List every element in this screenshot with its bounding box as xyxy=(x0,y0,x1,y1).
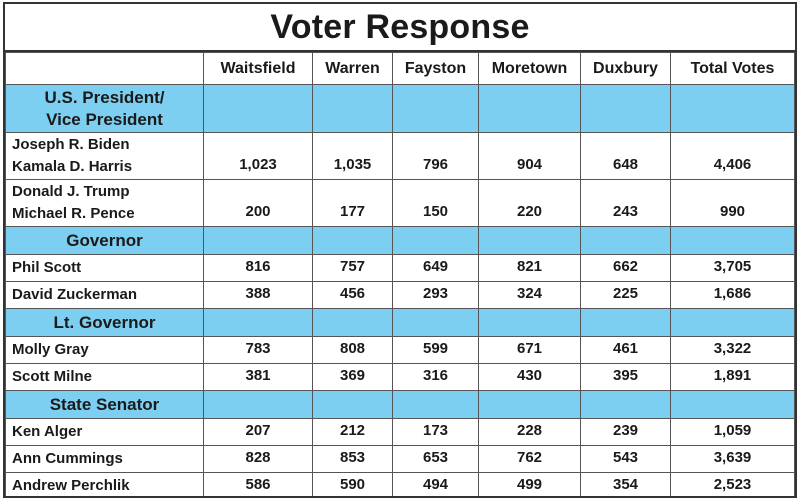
vote-count-cell: 662 xyxy=(581,255,671,282)
table-row xyxy=(6,473,795,499)
vote-count-cell: 586 xyxy=(204,473,313,499)
vote-count-cell: 828 xyxy=(204,446,313,473)
column-header-row xyxy=(6,53,795,85)
vote-count-cell: 808 xyxy=(313,337,393,364)
vote-count-cell: 671 xyxy=(479,337,581,364)
section-empty-cell xyxy=(671,227,795,255)
section-title xyxy=(6,85,204,133)
candidate-name-line: Michael R. Pence xyxy=(12,205,135,222)
vote-count-cell: 1,023 xyxy=(204,133,313,180)
vote-count-cell: 212 xyxy=(313,419,393,446)
section-title xyxy=(6,227,204,255)
candidate-name-line: David Zuckerman xyxy=(12,286,138,303)
section-empty-cell xyxy=(479,227,581,255)
vote-count-cell: 821 xyxy=(479,255,581,282)
vote-count-cell: 599 xyxy=(393,337,479,364)
vote-count-cell: 354 xyxy=(581,473,671,499)
header-waitsfield: Waitsfield xyxy=(204,53,313,85)
section-empty-cell xyxy=(393,85,479,133)
section-empty-cell xyxy=(671,85,795,133)
table-title: Voter Response xyxy=(5,4,795,52)
vote-count-cell: 649 xyxy=(393,255,479,282)
vote-count-cell: 316 xyxy=(393,364,479,391)
section-empty-cell xyxy=(671,309,795,337)
total-votes-cell: 4,406 xyxy=(671,133,795,180)
vote-count-cell: 177 xyxy=(313,180,393,227)
section-title-line: Vice President xyxy=(46,109,163,129)
section-row xyxy=(6,227,795,255)
section-title-line: Governor xyxy=(66,230,143,250)
candidate-name xyxy=(6,364,204,391)
section-empty-cell xyxy=(581,227,671,255)
vote-count-cell: 150 xyxy=(393,180,479,227)
section-row xyxy=(6,391,795,419)
table-row xyxy=(6,419,795,446)
vote-count-cell: 369 xyxy=(313,364,393,391)
section-empty-cell xyxy=(479,391,581,419)
candidate-name-line: Ken Alger xyxy=(12,423,83,440)
vote-count-cell: 796 xyxy=(393,133,479,180)
candidate-name xyxy=(6,133,204,180)
vote-count-cell: 207 xyxy=(204,419,313,446)
header-fayston: Fayston xyxy=(393,53,479,85)
table-row xyxy=(6,255,795,282)
table-row xyxy=(6,133,795,180)
header-warren: Warren xyxy=(313,53,393,85)
total-votes-cell: 2,523 xyxy=(671,473,795,499)
vote-count-cell: 461 xyxy=(581,337,671,364)
section-empty-cell xyxy=(393,391,479,419)
section-empty-cell xyxy=(581,309,671,337)
candidate-name-line: Phil Scott xyxy=(12,259,82,276)
section-empty-cell xyxy=(204,391,313,419)
vote-count-cell: 762 xyxy=(479,446,581,473)
section-empty-cell xyxy=(393,227,479,255)
candidate-name xyxy=(6,446,204,473)
table-body xyxy=(6,85,795,499)
total-votes-cell: 3,639 xyxy=(671,446,795,473)
vote-count-cell: 653 xyxy=(393,446,479,473)
voter-response-table-card xyxy=(3,2,797,498)
table-row xyxy=(6,180,795,227)
section-empty-cell xyxy=(479,309,581,337)
total-votes-cell: 3,705 xyxy=(671,255,795,282)
vote-count-cell: 239 xyxy=(581,419,671,446)
section-empty-cell xyxy=(204,227,313,255)
vote-count-cell: 324 xyxy=(479,282,581,309)
section-row xyxy=(6,85,795,133)
section-empty-cell xyxy=(204,85,313,133)
candidate-name xyxy=(6,473,204,499)
vote-count-cell: 499 xyxy=(479,473,581,499)
vote-count-cell: 494 xyxy=(393,473,479,499)
header-total-votes: Total Votes xyxy=(671,53,795,85)
section-row xyxy=(6,309,795,337)
results-table xyxy=(5,52,795,498)
candidate-name-line: Joseph R. Biden xyxy=(12,136,130,153)
vote-count-cell: 783 xyxy=(204,337,313,364)
total-votes-cell: 1,891 xyxy=(671,364,795,391)
vote-count-cell: 853 xyxy=(313,446,393,473)
candidate-name-line: Molly Gray xyxy=(12,341,89,358)
total-votes-cell: 3,322 xyxy=(671,337,795,364)
total-votes-cell: 990 xyxy=(671,180,795,227)
section-empty-cell xyxy=(313,227,393,255)
header-moretown: Moretown xyxy=(479,53,581,85)
table-row xyxy=(6,282,795,309)
vote-count-cell: 395 xyxy=(581,364,671,391)
vote-count-cell: 293 xyxy=(393,282,479,309)
vote-count-cell: 590 xyxy=(313,473,393,499)
table-row xyxy=(6,446,795,473)
vote-count-cell: 543 xyxy=(581,446,671,473)
vote-count-cell: 430 xyxy=(479,364,581,391)
section-empty-cell xyxy=(479,85,581,133)
vote-count-cell: 388 xyxy=(204,282,313,309)
vote-count-cell: 816 xyxy=(204,255,313,282)
candidate-name-line: Ann Cummings xyxy=(12,450,123,467)
section-empty-cell xyxy=(393,309,479,337)
candidate-name-line: Andrew Perchlik xyxy=(12,477,130,494)
vote-count-cell: 220 xyxy=(479,180,581,227)
section-title-line: State Senator xyxy=(49,394,160,414)
vote-count-cell: 173 xyxy=(393,419,479,446)
total-votes-cell: 1,686 xyxy=(671,282,795,309)
vote-count-cell: 456 xyxy=(313,282,393,309)
candidate-name xyxy=(6,180,204,227)
section-empty-cell xyxy=(313,391,393,419)
vote-count-cell: 381 xyxy=(204,364,313,391)
section-title-line: Lt. Governor xyxy=(53,312,156,332)
candidate-name xyxy=(6,337,204,364)
section-empty-cell xyxy=(313,85,393,133)
vote-count-cell: 225 xyxy=(581,282,671,309)
section-empty-cell xyxy=(204,309,313,337)
candidate-name-line: Donald J. Trump xyxy=(12,183,130,200)
candidate-name xyxy=(6,419,204,446)
vote-count-cell: 757 xyxy=(313,255,393,282)
total-votes-cell: 1,059 xyxy=(671,419,795,446)
table-row xyxy=(6,364,795,391)
vote-count-cell: 648 xyxy=(581,133,671,180)
header-duxbury: Duxbury xyxy=(581,53,671,85)
vote-count-cell: 228 xyxy=(479,419,581,446)
section-empty-cell xyxy=(671,391,795,419)
vote-count-cell: 200 xyxy=(204,180,313,227)
candidate-name-line: Kamala D. Harris xyxy=(12,158,133,175)
vote-count-cell: 904 xyxy=(479,133,581,180)
section-empty-cell xyxy=(581,391,671,419)
header-candidate xyxy=(6,53,204,85)
section-empty-cell xyxy=(581,85,671,133)
section-title xyxy=(6,391,204,419)
table-row xyxy=(6,337,795,364)
candidate-name xyxy=(6,255,204,282)
candidate-name-line: Scott Milne xyxy=(12,368,93,385)
candidate-name xyxy=(6,282,204,309)
section-title-line: U.S. President/ xyxy=(44,87,165,107)
section-title xyxy=(6,309,204,337)
section-empty-cell xyxy=(313,309,393,337)
vote-count-cell: 1,035 xyxy=(313,133,393,180)
vote-count-cell: 243 xyxy=(581,180,671,227)
